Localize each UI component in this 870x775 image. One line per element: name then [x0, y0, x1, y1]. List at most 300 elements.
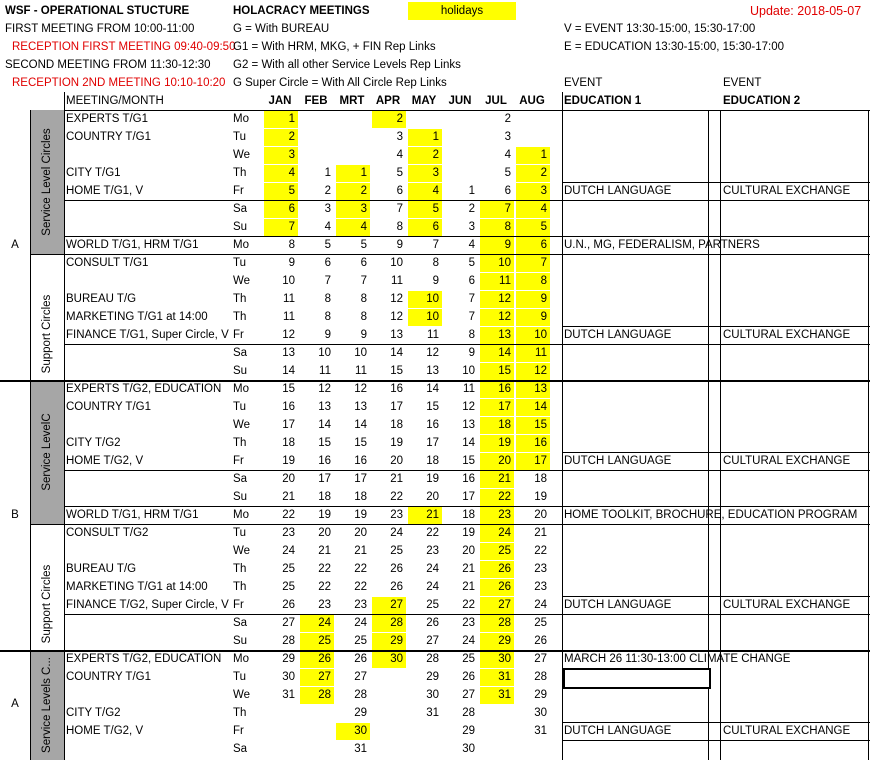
- date-cell-may[interactable]: 2: [432, 149, 439, 161]
- date-cell-jan[interactable]: 3: [288, 149, 295, 161]
- date-cell-mrt[interactable]: 16: [354, 455, 367, 467]
- date-cell-jan[interactable]: 27: [282, 617, 295, 629]
- meeting-label[interactable]: CITY T/G2: [66, 707, 121, 719]
- date-cell-feb[interactable]: 22: [318, 563, 331, 575]
- date-cell-jul[interactable]: 31: [498, 671, 511, 683]
- date-cell-aug[interactable]: 13: [534, 383, 547, 395]
- date-cell-jan[interactable]: 13: [282, 347, 295, 359]
- date-cell-aug[interactable]: 30: [534, 707, 547, 719]
- meeting-label[interactable]: CITY T/G1: [66, 167, 121, 179]
- weekday-cell[interactable]: Fr: [233, 455, 244, 467]
- meeting-label[interactable]: COUNTRY T/G1: [66, 131, 151, 143]
- date-cell-mrt[interactable]: 21: [354, 545, 367, 557]
- date-cell-jun[interactable]: 15: [462, 455, 475, 467]
- date-cell-jun[interactable]: 5: [468, 257, 475, 269]
- date-cell-mrt[interactable]: 31: [354, 743, 367, 755]
- date-cell-apr[interactable]: 5: [396, 167, 403, 179]
- date-cell-jul[interactable]: 24: [498, 527, 511, 539]
- date-cell-apr[interactable]: 25: [390, 545, 403, 557]
- date-cell-apr[interactable]: [370, 722, 403, 740]
- date-cell-apr[interactable]: [370, 704, 403, 722]
- date-cell-aug[interactable]: 9: [540, 293, 547, 305]
- date-cell-feb[interactable]: 6: [324, 257, 331, 269]
- date-cell-may[interactable]: 29: [426, 671, 439, 683]
- date-cell-mrt[interactable]: 3: [360, 203, 367, 215]
- date-cell-jul[interactable]: 23: [498, 509, 511, 521]
- date-cell-jan[interactable]: 10: [282, 275, 295, 287]
- date-cell-mrt[interactable]: 22: [354, 563, 367, 575]
- date-cell-may[interactable]: 28: [426, 653, 439, 665]
- date-cell-may[interactable]: 26: [426, 617, 439, 629]
- date-cell-feb[interactable]: 13: [318, 401, 331, 413]
- education1-cell[interactable]: DUTCH LANGUAGE: [564, 185, 672, 197]
- date-cell-aug[interactable]: 21: [534, 527, 547, 539]
- date-cell-feb[interactable]: 8: [324, 293, 331, 305]
- date-cell-may[interactable]: 13: [426, 365, 439, 377]
- date-cell-aug[interactable]: 2: [540, 167, 547, 179]
- weekday-cell[interactable]: Tu: [233, 257, 246, 269]
- date-cell-feb[interactable]: 24: [318, 617, 331, 629]
- date-cell-jan[interactable]: 19: [282, 455, 295, 467]
- weekday-cell[interactable]: Th: [233, 581, 247, 593]
- date-cell-jun[interactable]: [442, 128, 475, 146]
- date-cell-jun[interactable]: 9: [468, 347, 475, 359]
- date-cell-mrt[interactable]: 11: [355, 365, 367, 377]
- date-cell-mrt[interactable]: 15: [354, 437, 367, 449]
- weekday-cell[interactable]: Tu: [233, 671, 246, 683]
- date-cell-jul[interactable]: 6: [504, 185, 511, 197]
- weekday-cell[interactable]: Mo: [233, 653, 249, 665]
- date-cell-jan[interactable]: 20: [282, 473, 295, 485]
- date-cell-jul[interactable]: 13: [498, 329, 511, 341]
- date-cell-jun[interactable]: 17: [462, 491, 475, 503]
- weekday-cell[interactable]: Th: [233, 311, 247, 323]
- date-cell-jun[interactable]: 27: [462, 689, 475, 701]
- weekday-cell[interactable]: Fr: [233, 599, 244, 611]
- date-cell-jul[interactable]: 15: [498, 365, 511, 377]
- date-cell-may[interactable]: 31: [426, 707, 439, 719]
- weekday-cell[interactable]: Mo: [233, 509, 249, 521]
- meeting-label[interactable]: COUNTRY T/G1: [66, 671, 151, 683]
- date-cell-feb[interactable]: [298, 146, 331, 164]
- weekday-cell[interactable]: Su: [233, 491, 248, 503]
- date-cell-apr[interactable]: 30: [390, 653, 403, 665]
- date-cell-jun[interactable]: 16: [462, 473, 475, 485]
- date-cell-feb[interactable]: 22: [318, 581, 331, 593]
- date-cell-jan[interactable]: 22: [282, 509, 295, 521]
- meeting-label[interactable]: WORLD T/G1, HRM T/G1: [66, 509, 199, 521]
- date-cell-aug[interactable]: 9: [540, 311, 547, 323]
- date-cell-aug[interactable]: 23: [534, 581, 547, 593]
- date-cell-aug[interactable]: 20: [534, 509, 547, 521]
- date-cell-feb[interactable]: [298, 110, 331, 128]
- weekday-cell[interactable]: Fr: [233, 185, 244, 197]
- meeting-label[interactable]: EXPERTS T/G2, EDUCATION: [66, 383, 222, 395]
- date-cell-jun[interactable]: 26: [462, 671, 475, 683]
- date-cell-mrt[interactable]: 17: [354, 473, 367, 485]
- date-cell-aug[interactable]: 1: [540, 149, 547, 161]
- date-cell-apr[interactable]: 21: [390, 473, 403, 485]
- meeting-label[interactable]: EXPERTS T/G1: [66, 113, 149, 125]
- date-cell-jun[interactable]: 4: [468, 239, 475, 251]
- meeting-label[interactable]: EXPERTS T/G2, EDUCATION: [66, 653, 222, 665]
- weekday-cell[interactable]: We: [233, 545, 251, 557]
- date-cell-may[interactable]: 24: [426, 563, 439, 575]
- date-cell-aug[interactable]: 14: [534, 401, 547, 413]
- date-cell-mrt[interactable]: 5: [360, 239, 367, 251]
- date-cell-aug[interactable]: 17: [534, 455, 547, 467]
- education2-cell[interactable]: CULTURAL EXCHANGE: [723, 455, 851, 467]
- date-cell-apr[interactable]: 19: [390, 437, 403, 449]
- date-cell-aug[interactable]: 11: [535, 347, 547, 359]
- date-cell-jun[interactable]: 7: [468, 311, 475, 323]
- weekday-cell[interactable]: Mo: [233, 239, 249, 251]
- date-cell-jul[interactable]: 25: [498, 545, 511, 557]
- date-cell-jan[interactable]: 15: [282, 383, 295, 395]
- date-cell-may[interactable]: 25: [426, 599, 439, 611]
- date-cell-jun[interactable]: 1: [468, 185, 475, 197]
- date-cell-apr[interactable]: 12: [390, 293, 403, 305]
- date-cell-jul[interactable]: 11: [499, 275, 511, 287]
- date-cell-apr[interactable]: 14: [390, 347, 403, 359]
- date-cell-mrt[interactable]: 30: [354, 725, 367, 737]
- education2-cell[interactable]: CULTURAL EXCHANGE: [723, 185, 851, 197]
- date-cell-mrt[interactable]: 12: [354, 383, 367, 395]
- date-cell-aug[interactable]: 29: [534, 689, 547, 701]
- date-cell-aug[interactable]: 27: [534, 653, 547, 665]
- date-cell-jul[interactable]: 5: [504, 167, 511, 179]
- weekday-cell[interactable]: We: [233, 689, 251, 701]
- date-cell-may[interactable]: 10: [426, 293, 439, 305]
- date-cell-jun[interactable]: [442, 146, 475, 164]
- date-cell-jan[interactable]: 31: [282, 689, 295, 701]
- date-cell-jun[interactable]: 8: [468, 329, 475, 341]
- date-cell-jan[interactable]: 17: [282, 419, 295, 431]
- date-cell-apr[interactable]: 4: [396, 149, 403, 161]
- meeting-label[interactable]: MARKETING T/G1 at 14:00: [66, 581, 208, 593]
- weekday-cell[interactable]: Fr: [233, 329, 244, 341]
- date-cell-mrt[interactable]: 18: [354, 491, 367, 503]
- date-cell-apr[interactable]: 8: [396, 221, 403, 233]
- weekday-cell[interactable]: Sa: [233, 743, 248, 755]
- meeting-label[interactable]: BUREAU T/G: [66, 563, 137, 575]
- date-cell-jul[interactable]: 14: [498, 347, 511, 359]
- date-cell-apr[interactable]: 11: [391, 275, 403, 287]
- date-cell-mrt[interactable]: [334, 146, 367, 164]
- date-cell-aug[interactable]: 23: [534, 563, 547, 575]
- date-cell-apr[interactable]: 26: [390, 581, 403, 593]
- date-cell-jul[interactable]: 12: [498, 311, 511, 323]
- date-cell-jul[interactable]: 20: [498, 455, 511, 467]
- date-cell-apr[interactable]: [370, 668, 403, 686]
- date-cell-apr[interactable]: 9: [396, 239, 403, 251]
- date-cell-jan[interactable]: 11: [283, 311, 295, 323]
- weekday-cell[interactable]: Tu: [233, 401, 246, 413]
- date-cell-jan[interactable]: 30: [282, 671, 295, 683]
- date-cell-jul[interactable]: 31: [498, 689, 511, 701]
- date-cell-jun[interactable]: 25: [462, 653, 475, 665]
- date-cell-apr[interactable]: 18: [390, 419, 403, 431]
- date-cell-may[interactable]: 21: [426, 509, 439, 521]
- date-cell-aug[interactable]: 18: [534, 473, 547, 485]
- date-cell-jun[interactable]: 13: [462, 419, 475, 431]
- date-cell-may[interactable]: 17: [426, 437, 439, 449]
- date-cell-jun[interactable]: 21: [462, 581, 475, 593]
- date-cell-mrt[interactable]: 7: [360, 275, 367, 287]
- date-cell-jan[interactable]: 6: [288, 203, 295, 215]
- date-cell-aug[interactable]: 4: [540, 203, 547, 215]
- education1-cell[interactable]: MARCH 26 11:30-13:00 CLIMATE CHANGE: [564, 653, 791, 665]
- date-cell-aug[interactable]: 15: [534, 419, 547, 431]
- date-cell-aug[interactable]: 28: [534, 671, 547, 683]
- date-cell-jun[interactable]: 21: [462, 563, 475, 575]
- date-cell-mrt[interactable]: [334, 110, 367, 128]
- date-cell-apr[interactable]: 26: [390, 563, 403, 575]
- meeting-label[interactable]: CONSULT T/G2: [66, 527, 149, 539]
- date-cell-feb[interactable]: 23: [318, 599, 331, 611]
- date-cell-feb[interactable]: 10: [318, 347, 331, 359]
- date-cell-jul[interactable]: 18: [498, 419, 511, 431]
- date-cell-jul[interactable]: 29: [498, 635, 511, 647]
- date-cell-jun[interactable]: [442, 110, 475, 128]
- date-cell-jun[interactable]: 19: [462, 527, 475, 539]
- date-cell-mrt[interactable]: 19: [354, 509, 367, 521]
- date-cell-aug[interactable]: 22: [534, 545, 547, 557]
- meeting-label[interactable]: HOME T/G2, V: [66, 725, 144, 737]
- date-cell-jun[interactable]: 7: [468, 293, 475, 305]
- date-cell-jul[interactable]: 22: [498, 491, 511, 503]
- date-cell-jan[interactable]: 14: [282, 365, 295, 377]
- date-cell-aug[interactable]: 7: [540, 257, 547, 269]
- date-cell-aug[interactable]: [514, 740, 547, 758]
- education2-cell[interactable]: CULTURAL EXCHANGE: [723, 329, 851, 341]
- date-cell-apr[interactable]: 22: [390, 491, 403, 503]
- education1-cell[interactable]: DUTCH LANGUAGE: [564, 455, 672, 467]
- date-cell-mrt[interactable]: 24: [354, 617, 367, 629]
- date-cell-jul[interactable]: 27: [498, 599, 511, 611]
- date-cell-feb[interactable]: 27: [318, 671, 331, 683]
- date-cell-may[interactable]: [406, 722, 439, 740]
- meeting-label[interactable]: MARKETING T/G1 at 14:00: [66, 311, 208, 323]
- date-cell-mrt[interactable]: 27: [354, 671, 367, 683]
- date-cell-may[interactable]: 23: [426, 545, 439, 557]
- date-cell-aug[interactable]: 10: [534, 329, 547, 341]
- date-cell-jul[interactable]: [478, 740, 511, 758]
- date-cell-may[interactable]: 24: [426, 581, 439, 593]
- date-cell-aug[interactable]: 3: [540, 185, 547, 197]
- date-cell-may[interactable]: 27: [426, 635, 439, 647]
- date-cell-mrt[interactable]: 22: [354, 581, 367, 593]
- date-cell-mrt[interactable]: 25: [354, 635, 367, 647]
- date-cell-feb[interactable]: 12: [318, 383, 331, 395]
- date-cell-may[interactable]: 15: [426, 401, 439, 413]
- date-cell-jun[interactable]: 29: [462, 725, 475, 737]
- date-cell-may[interactable]: 5: [432, 203, 439, 215]
- date-cell-jul[interactable]: 10: [498, 257, 511, 269]
- weekday-cell[interactable]: Sa: [233, 617, 248, 629]
- date-cell-aug[interactable]: 19: [534, 491, 547, 503]
- date-cell-jan[interactable]: 11: [283, 293, 295, 305]
- date-cell-jan[interactable]: 23: [282, 527, 295, 539]
- date-cell-may[interactable]: 10: [426, 311, 439, 323]
- date-cell-may[interactable]: 30: [426, 689, 439, 701]
- date-cell-jan[interactable]: 16: [282, 401, 295, 413]
- date-cell-apr[interactable]: 16: [390, 383, 403, 395]
- selected-cell[interactable]: [563, 668, 711, 689]
- date-cell-jan[interactable]: 12: [282, 329, 295, 341]
- date-cell-apr[interactable]: 7: [396, 203, 403, 215]
- date-cell-jun[interactable]: 20: [462, 545, 475, 557]
- date-cell-mrt[interactable]: [334, 128, 367, 146]
- date-cell-feb[interactable]: 18: [318, 491, 331, 503]
- date-cell-may[interactable]: 9: [432, 275, 439, 287]
- date-cell-apr[interactable]: 29: [390, 635, 403, 647]
- date-cell-jan[interactable]: 8: [288, 239, 295, 251]
- date-cell-jun[interactable]: 14: [462, 437, 475, 449]
- weekday-cell[interactable]: Th: [233, 437, 247, 449]
- meeting-label[interactable]: BUREAU T/G: [66, 293, 137, 305]
- meeting-label[interactable]: FINANCE T/G1, Super Circle, V: [66, 329, 229, 341]
- date-cell-feb[interactable]: [298, 128, 331, 146]
- date-cell-mrt[interactable]: 1: [360, 167, 367, 179]
- date-cell-jan[interactable]: 2: [288, 131, 295, 143]
- date-cell-feb[interactable]: 14: [318, 419, 331, 431]
- date-cell-apr[interactable]: 20: [390, 455, 403, 467]
- education2-cell[interactable]: CULTURAL EXCHANGE: [723, 725, 851, 737]
- date-cell-jan[interactable]: 25: [282, 563, 295, 575]
- date-cell-jan[interactable]: 9: [288, 257, 295, 269]
- date-cell-aug[interactable]: 6: [540, 239, 547, 251]
- date-cell-jul[interactable]: 9: [504, 239, 511, 251]
- date-cell-feb[interactable]: 2: [324, 185, 331, 197]
- meeting-label[interactable]: HOME T/G1, V: [66, 185, 144, 197]
- date-cell-feb[interactable]: 20: [318, 527, 331, 539]
- date-cell-apr[interactable]: 2: [396, 113, 403, 125]
- date-cell-apr[interactable]: 12: [390, 311, 403, 323]
- date-cell-jun[interactable]: 23: [462, 617, 475, 629]
- date-cell-apr[interactable]: 27: [390, 599, 403, 611]
- weekday-cell[interactable]: Su: [233, 365, 248, 377]
- date-cell-jun[interactable]: [442, 164, 475, 182]
- date-cell-jul[interactable]: 4: [504, 149, 511, 161]
- weekday-cell[interactable]: Th: [233, 563, 247, 575]
- date-cell-feb[interactable]: 21: [318, 545, 331, 557]
- date-cell-jun[interactable]: 28: [462, 707, 475, 719]
- date-cell-apr[interactable]: 3: [396, 131, 403, 143]
- weekday-cell[interactable]: Mo: [233, 383, 249, 395]
- date-cell-may[interactable]: 6: [432, 221, 439, 233]
- date-cell-jul[interactable]: 8: [504, 221, 511, 233]
- date-cell-jan[interactable]: 18: [282, 437, 295, 449]
- date-cell-feb[interactable]: 26: [318, 653, 331, 665]
- date-cell-jul[interactable]: 16: [498, 383, 511, 395]
- date-cell-mrt[interactable]: 29: [354, 707, 367, 719]
- date-cell-mrt[interactable]: 9: [360, 329, 367, 341]
- date-cell-aug[interactable]: [514, 110, 547, 128]
- weekday-cell[interactable]: Sa: [233, 203, 248, 215]
- weekday-cell[interactable]: Th: [233, 707, 247, 719]
- date-cell-aug[interactable]: 31: [534, 725, 547, 737]
- date-cell-aug[interactable]: 26: [534, 635, 547, 647]
- date-cell-mrt[interactable]: 8: [360, 311, 367, 323]
- date-cell-feb[interactable]: 16: [318, 455, 331, 467]
- date-cell-may[interactable]: 18: [426, 455, 439, 467]
- date-cell-mrt[interactable]: 23: [354, 599, 367, 611]
- date-cell-may[interactable]: 19: [426, 473, 439, 485]
- date-cell-feb[interactable]: [298, 722, 331, 740]
- date-cell-jul[interactable]: 12: [498, 293, 511, 305]
- date-cell-jun[interactable]: 10: [462, 365, 475, 377]
- date-cell-jan[interactable]: 7: [288, 221, 295, 233]
- meeting-label[interactable]: CITY T/G2: [66, 437, 121, 449]
- date-cell-jan[interactable]: 1: [288, 113, 295, 125]
- meeting-label[interactable]: HOME T/G2, V: [66, 455, 144, 467]
- weekday-cell[interactable]: We: [233, 275, 251, 287]
- date-cell-apr[interactable]: [370, 686, 403, 704]
- date-cell-apr[interactable]: 15: [390, 365, 403, 377]
- meeting-label[interactable]: CONSULT T/G1: [66, 257, 149, 269]
- education1-cell[interactable]: DUTCH LANGUAGE: [564, 725, 672, 737]
- date-cell-aug[interactable]: 24: [534, 599, 547, 611]
- date-cell-jul[interactable]: [478, 722, 511, 740]
- date-cell-jul[interactable]: 26: [498, 581, 511, 593]
- date-cell-jun[interactable]: 12: [462, 401, 475, 413]
- date-cell-aug[interactable]: 8: [540, 275, 547, 287]
- date-cell-may[interactable]: 11: [427, 329, 439, 341]
- date-cell-jul[interactable]: 7: [504, 203, 511, 215]
- weekday-cell[interactable]: Sa: [233, 473, 248, 485]
- date-cell-feb[interactable]: 28: [318, 689, 331, 701]
- date-cell-mrt[interactable]: 8: [360, 293, 367, 305]
- weekday-cell[interactable]: Fr: [233, 725, 244, 737]
- weekday-cell[interactable]: Th: [233, 293, 247, 305]
- date-cell-jun[interactable]: 11: [463, 383, 475, 395]
- weekday-cell[interactable]: Su: [233, 635, 248, 647]
- date-cell-may[interactable]: 20: [426, 491, 439, 503]
- date-cell-may[interactable]: 22: [426, 527, 439, 539]
- date-cell-feb[interactable]: 8: [324, 311, 331, 323]
- weekday-cell[interactable]: Th: [233, 167, 247, 179]
- date-cell-jan[interactable]: [262, 704, 295, 722]
- date-cell-feb[interactable]: 5: [324, 239, 331, 251]
- weekday-cell[interactable]: Tu: [233, 527, 246, 539]
- date-cell-may[interactable]: 14: [426, 383, 439, 395]
- date-cell-jul[interactable]: 17: [498, 401, 511, 413]
- date-cell-may[interactable]: [406, 740, 439, 758]
- date-cell-may[interactable]: 16: [426, 419, 439, 431]
- date-cell-aug[interactable]: 25: [534, 617, 547, 629]
- weekday-cell[interactable]: Tu: [233, 131, 246, 143]
- meeting-label[interactable]: COUNTRY T/G1: [66, 401, 151, 413]
- date-cell-jan[interactable]: 25: [282, 581, 295, 593]
- date-cell-aug[interactable]: 12: [534, 365, 547, 377]
- date-cell-may[interactable]: 1: [432, 131, 439, 143]
- date-cell-apr[interactable]: 17: [390, 401, 403, 413]
- date-cell-mrt[interactable]: 10: [354, 347, 367, 359]
- date-cell-jul[interactable]: 2: [504, 113, 511, 125]
- weekday-cell[interactable]: We: [233, 419, 251, 431]
- date-cell-may[interactable]: 3: [432, 167, 439, 179]
- date-cell-apr[interactable]: 28: [390, 617, 403, 629]
- date-cell-feb[interactable]: 3: [324, 203, 331, 215]
- date-cell-jun[interactable]: 24: [462, 635, 475, 647]
- date-cell-jan[interactable]: [262, 722, 295, 740]
- date-cell-apr[interactable]: 24: [390, 527, 403, 539]
- date-cell-mrt[interactable]: 28: [354, 689, 367, 701]
- date-cell-mrt[interactable]: 13: [354, 401, 367, 413]
- date-cell-feb[interactable]: 1: [324, 167, 331, 179]
- date-cell-jul[interactable]: 21: [498, 473, 511, 485]
